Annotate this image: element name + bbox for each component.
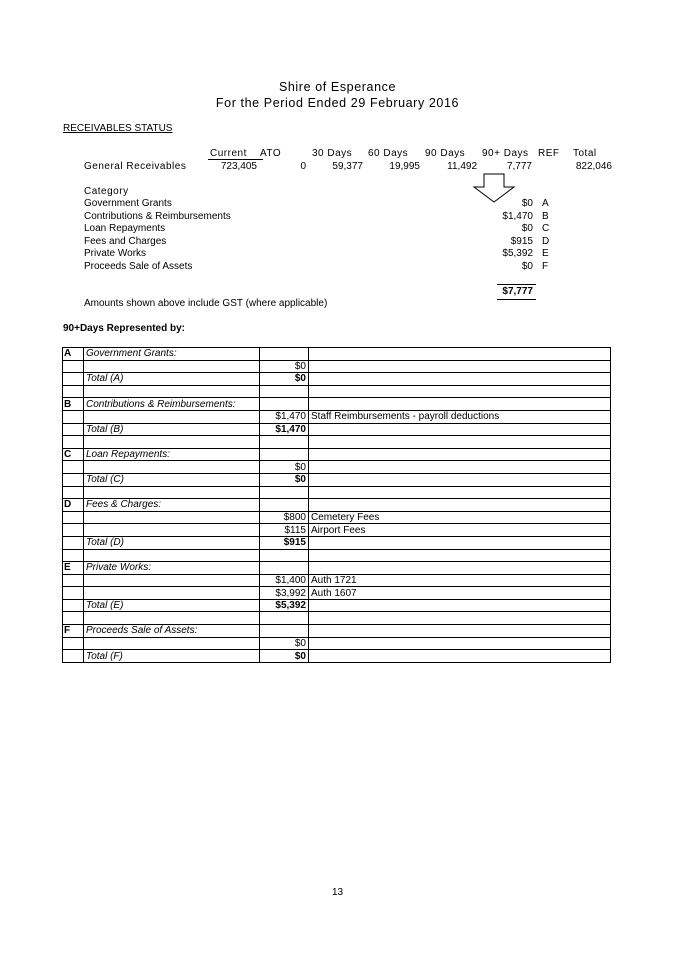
category-amount: $5,392 bbox=[502, 248, 533, 259]
general-ato: 0 bbox=[300, 161, 306, 172]
table-row bbox=[63, 637, 611, 650]
section-total-row bbox=[63, 473, 611, 486]
category-ref: B bbox=[542, 211, 549, 222]
category-amount: $0 bbox=[521, 223, 533, 234]
total-double-rule bbox=[497, 299, 536, 300]
total-rule bbox=[497, 284, 536, 285]
line-amount: $0 bbox=[260, 360, 309, 373]
line-desc bbox=[309, 461, 611, 474]
line-amount: $1,470 bbox=[260, 410, 309, 423]
spacer-row bbox=[63, 436, 611, 449]
line-amount: $3,992 bbox=[260, 587, 309, 600]
section-total-row bbox=[63, 373, 611, 386]
general-30days: 59,377 bbox=[332, 161, 363, 172]
section-title: Government Grants: bbox=[84, 348, 260, 361]
total-amount: $0 bbox=[260, 650, 309, 663]
col-90plus: 90+ Days bbox=[482, 148, 529, 159]
line-amount: $0 bbox=[260, 637, 309, 650]
total-label: Total (E) bbox=[84, 599, 260, 612]
section-total-row bbox=[63, 599, 611, 612]
total-label: Total (D) bbox=[84, 536, 260, 549]
line-desc: Cemetery Fees bbox=[309, 511, 611, 524]
spacer-row bbox=[63, 549, 611, 562]
line-desc: Airport Fees bbox=[309, 524, 611, 537]
total-label: Total (F) bbox=[84, 650, 260, 663]
category-ref: A bbox=[542, 198, 549, 209]
category-name: Government Grants bbox=[84, 198, 172, 209]
section-title: Contributions & Reimbursements: bbox=[84, 398, 260, 411]
col-current: Current bbox=[210, 148, 247, 159]
line-amount: $0 bbox=[260, 461, 309, 474]
col-ato: ATO bbox=[260, 148, 282, 159]
general-60days: 19,995 bbox=[389, 161, 420, 172]
total-label: Total (A) bbox=[84, 373, 260, 386]
line-amount: $1,400 bbox=[260, 574, 309, 587]
section-total-row bbox=[63, 650, 611, 663]
details-table bbox=[62, 347, 611, 663]
col-total: Total bbox=[573, 148, 597, 159]
gst-note: Amounts shown above include GST (where applicable) bbox=[84, 298, 328, 309]
total-amount: $1,470 bbox=[260, 423, 309, 436]
represented-heading: 90+Days Represented by: bbox=[63, 323, 186, 334]
section-total-row bbox=[63, 423, 611, 436]
category-amount: $0 bbox=[521, 198, 533, 209]
section-title-row bbox=[63, 562, 611, 575]
line-desc bbox=[309, 360, 611, 373]
category-ref: E bbox=[542, 248, 549, 259]
section-title-row bbox=[63, 448, 611, 461]
category-amount: $1,470 bbox=[502, 211, 533, 222]
table-row bbox=[63, 360, 611, 373]
section-title-row bbox=[63, 348, 611, 361]
category-heading: Category bbox=[84, 186, 129, 197]
report-title: Shire of Esperance bbox=[278, 80, 397, 94]
category-ref: C bbox=[542, 223, 550, 234]
category-amount: $0 bbox=[521, 261, 533, 272]
table-row bbox=[63, 587, 611, 600]
section-title: Fees & Charges: bbox=[84, 499, 260, 512]
category-name: Private Works bbox=[84, 248, 147, 259]
header-rule bbox=[208, 159, 263, 160]
table-row bbox=[63, 511, 611, 524]
general-total: 822,046 bbox=[575, 161, 612, 172]
total-amount: $0 bbox=[260, 473, 309, 486]
category-name: Fees and Charges bbox=[84, 236, 167, 247]
line-desc: Staff Reimbursements - payroll deductions bbox=[309, 410, 611, 423]
section-letter: D bbox=[63, 499, 84, 512]
section-title: Loan Repayments: bbox=[84, 448, 260, 461]
col-60days: 60 Days bbox=[368, 148, 409, 159]
col-ref: REF bbox=[538, 148, 560, 159]
table-row bbox=[63, 410, 611, 423]
total-amount: $0 bbox=[260, 373, 309, 386]
section-title-row bbox=[63, 625, 611, 638]
section-total-row bbox=[63, 536, 611, 549]
total-amount: $5,392 bbox=[260, 599, 309, 612]
total-label: Total (C) bbox=[84, 473, 260, 486]
table-row bbox=[63, 524, 611, 537]
spacer-row bbox=[63, 612, 611, 625]
report-period: For the Period Ended 29 February 2016 bbox=[215, 96, 460, 110]
general-current: 723,405 bbox=[220, 161, 257, 172]
line-desc bbox=[309, 637, 611, 650]
category-ref: F bbox=[542, 261, 549, 272]
section-title: Private Works: bbox=[84, 562, 260, 575]
category-name: Proceeds Sale of Assets bbox=[84, 261, 193, 272]
line-desc: Auth 1607 bbox=[309, 587, 611, 600]
section-letter: C bbox=[63, 448, 84, 461]
section-title-row bbox=[63, 398, 611, 411]
category-amount: $915 bbox=[510, 236, 533, 247]
page-number: 13 bbox=[331, 887, 344, 898]
line-amount: $800 bbox=[260, 511, 309, 524]
total-label: Total (B) bbox=[84, 423, 260, 436]
total-amount: $915 bbox=[260, 536, 309, 549]
general-label: General Receivables bbox=[84, 161, 187, 172]
category-name: Contributions & Reimbursements bbox=[84, 211, 231, 222]
section-title-row bbox=[63, 499, 611, 512]
category-ref: D bbox=[542, 236, 550, 247]
category-name: Loan Repayments bbox=[84, 223, 166, 234]
category-total: $7,777 bbox=[502, 286, 533, 297]
col-90days: 90 Days bbox=[425, 148, 466, 159]
section-letter: E bbox=[63, 562, 84, 575]
line-desc: Auth 1721 bbox=[309, 574, 611, 587]
general-90days: 11,492 bbox=[447, 161, 477, 172]
general-90plus: 7,777 bbox=[506, 161, 532, 172]
table-row bbox=[63, 574, 611, 587]
spacer-row bbox=[63, 486, 611, 499]
section-letter: B bbox=[63, 398, 84, 411]
section-title: Proceeds Sale of Assets: bbox=[84, 625, 260, 638]
table-row bbox=[63, 461, 611, 474]
section-heading: RECEIVABLES STATUS bbox=[63, 123, 173, 134]
section-letter: F bbox=[63, 625, 84, 638]
col-30days: 30 Days bbox=[312, 148, 353, 159]
spacer-row bbox=[63, 385, 611, 398]
section-letter: A bbox=[63, 348, 84, 361]
line-amount: $115 bbox=[260, 524, 309, 537]
